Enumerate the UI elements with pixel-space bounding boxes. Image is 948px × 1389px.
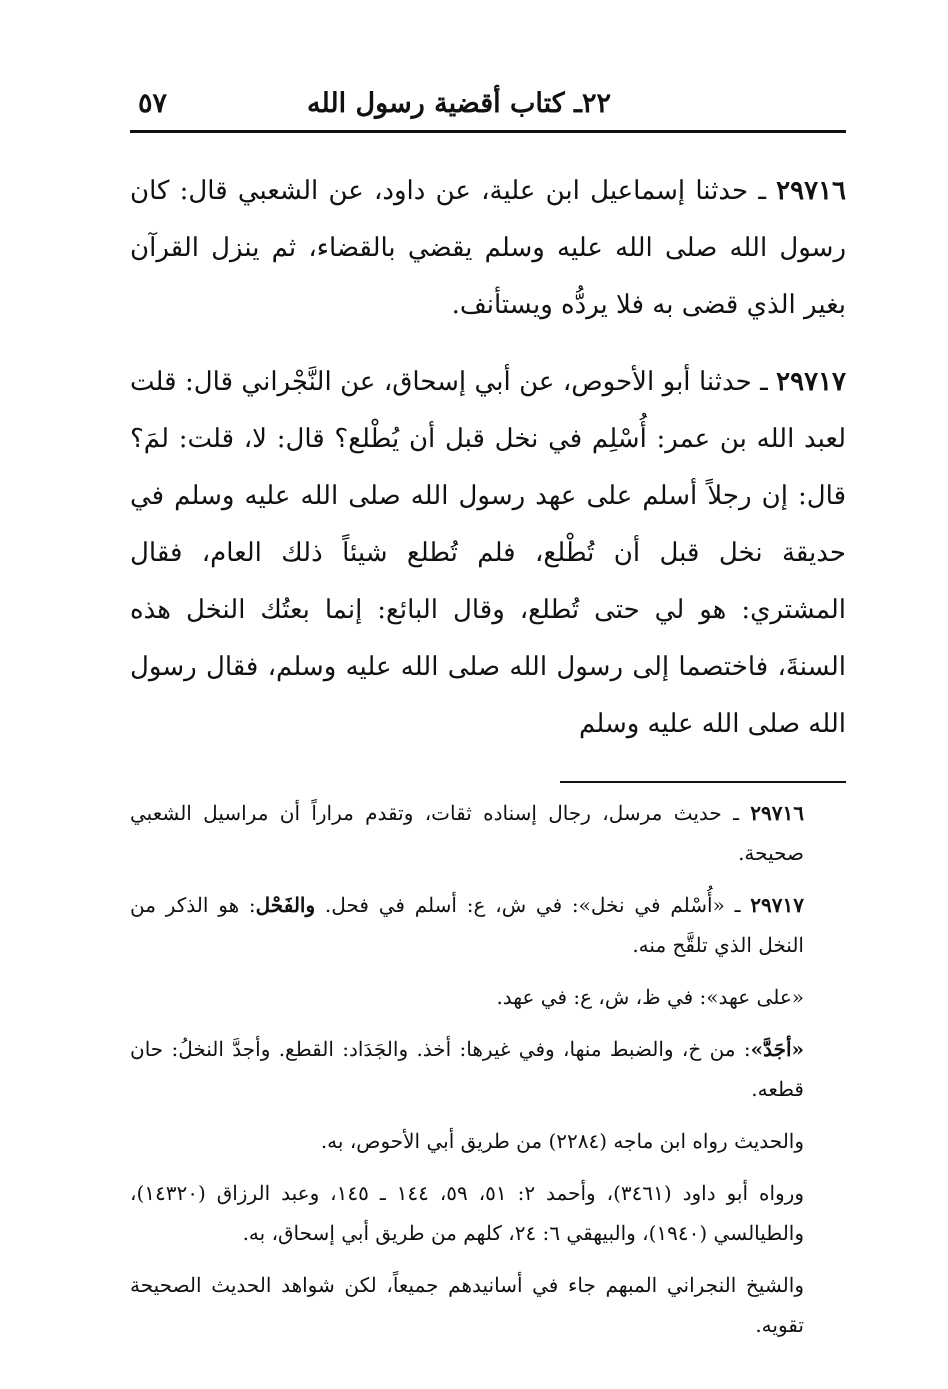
footnote-separator <box>560 781 846 783</box>
footnote-ajadda <box>130 1029 846 1109</box>
footnote-number: ٢٩٧١٧ <box>750 893 804 917</box>
footnote-ibn-majah: والحديث رواه ابن ماجه (٢٢٨٤) من طريق أبي الأحوص، به. <box>320 1129 804 1153</box>
footnote-text: ـ حديث مرسل، رجال إسناده ثقات، وتقدم مراراً أن مراسيل الشعبي صحيحة. <box>130 801 804 865</box>
chapter-title: ٢٢ـ كتاب أقضية رسول الله <box>307 88 611 119</box>
hadith-29716 <box>130 163 846 334</box>
footnote-ala-ahd: «على عهد»: في ظ، ش، ع: في عهد. <box>496 985 804 1009</box>
footnote-najrani: والشيخ النجراني المبهم جاء في أسانيدهم جميعاً، لكن شواهد الحديث الصحيحة تقويه. <box>130 1273 804 1337</box>
footnote-text: : من خ، والضبط منها، وفي غيرها: أخذ. والجَدَاد: القطع. وأجدَّ النخلُ: حان قطعه. <box>130 1037 804 1101</box>
footnote-text: ـ «أُسْلم في نخل»: في ش، ع: أسلم في فحل. <box>315 893 751 917</box>
hadith-number: ٢٩٧١٦ <box>776 176 846 206</box>
hadith-number: ٢٩٧١٧ <box>776 367 846 397</box>
footnotes <box>130 793 846 1345</box>
hadith-29717 <box>130 354 846 753</box>
page-number: ٥٧ <box>138 88 168 119</box>
footnote-term: «أجَدَّ» <box>750 1037 804 1061</box>
footnote-29717 <box>130 885 846 965</box>
footnote-text: : هو الذكر من النخل الذي تلقَّح منه. <box>130 893 804 957</box>
footnote-abu-dawud: ورواه أبو داود (٣٤٦١)، وأحمد ٢: ٥١، ٥٩، ١٤٤ ـ ١٤٥، وعبد الرزاق (١٤٣٢٠)، والطيالسي (١٩٤٠)، والبيهقي ٦: ٢٤، كلهم من طريق أبي إسحاق، به. <box>130 1181 804 1245</box>
hadith-text: ـ حدثنا أبو الأحوص، عن أبي إسحاق، عن النَّجْراني قال: قلت لعبد الله بن عمر: أُسْلِم في نخل قبل أن يُطْلع؟ قال: لا، قلت: لمَ؟ قال: إن رجلاً أسلم على عهد رسول الله صلى الله عليه وسلم في حديقة نخل قبل أن تُطْلع، فلم تُطلع شيئاً ذلك العام، فقال المشتري: هو لي حتى تُطلع، وقال البائع: إنما بعتُك النخل هذه السنةَ، فاختصما إلى رسول الله صلى الله عليه وسلم، فقال رسول الله صلى الله عليه وسلم <box>130 367 846 739</box>
footnote-29716 <box>130 793 846 873</box>
footnote-term: والفَحْل <box>255 893 316 917</box>
footnote-number: ٢٩٧١٦ <box>750 801 804 825</box>
hadith-text: ـ حدثنا إسماعيل ابن علية، عن داود، عن الشعبي قال: كان رسول الله صلى الله عليه وسلم يقضي بالقضاء، ثم ينزل القرآن بغير الذي قضى به فلا يردُّه ويستأنف. <box>130 176 846 320</box>
book-page <box>130 78 846 1357</box>
running-header <box>130 78 846 133</box>
main-text <box>130 163 846 753</box>
